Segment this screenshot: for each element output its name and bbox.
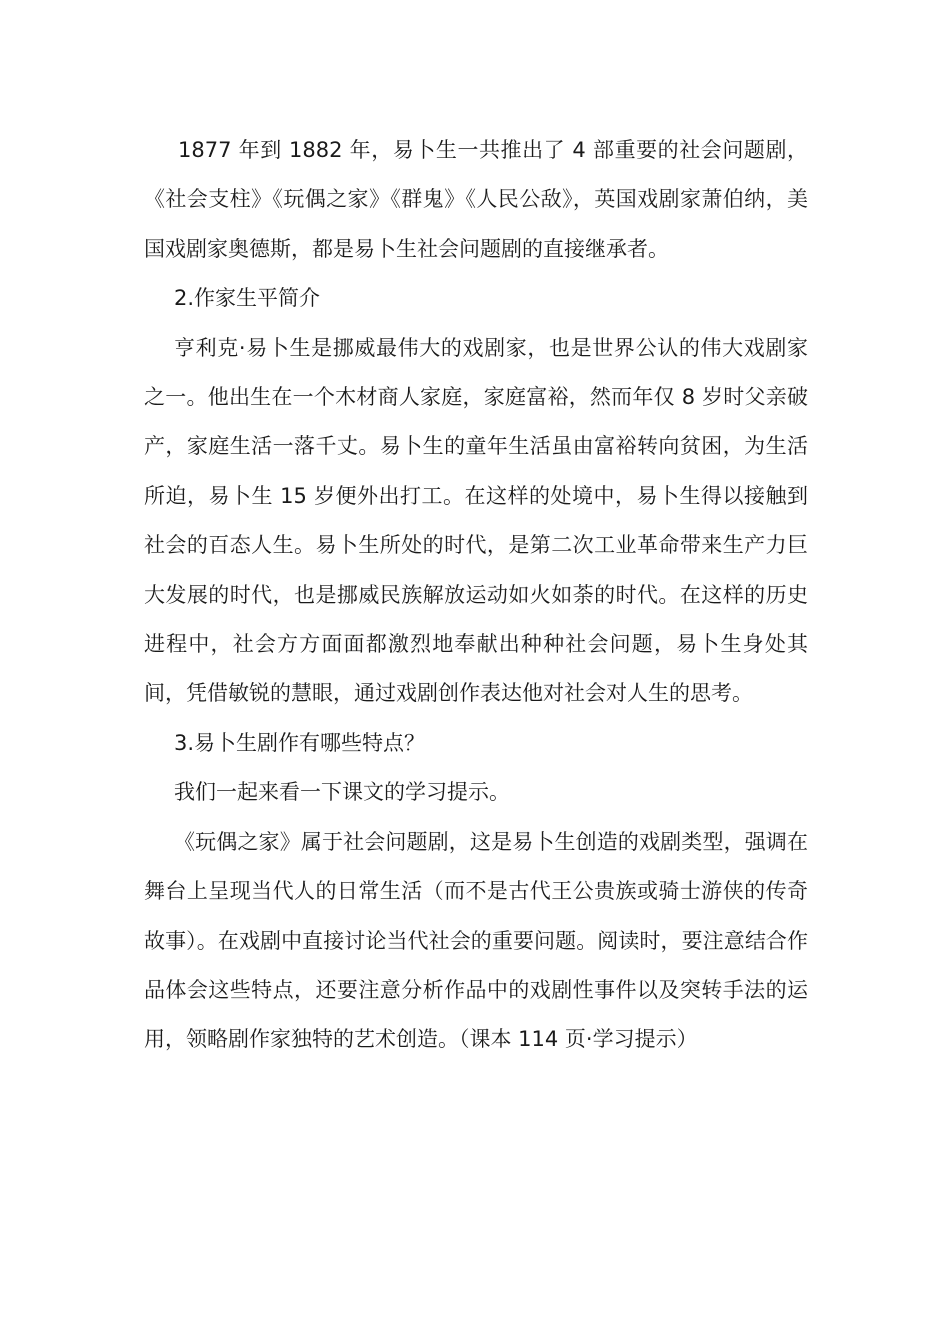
paragraph-study-tips-intro: 我们一起来看一下课文的学习提示。 bbox=[174, 780, 510, 805]
paragraph-study-tips: 《玩偶之家》属于社会问题剧，这是易卜生创造的戏剧类型，强调在舞台上呈现当代人的日常生活（而不是古代王公贵族或骑士游侠的传奇故事）。在戏剧中直接讨论当代社会的重要问题。阅读时，要注意结合作品体会这些特点，还要注意分析作品中的戏剧性事件以及突转手法的运用，领略剧作家独特的艺术创造。（课本 114 页·学习提示） bbox=[144, 829, 808, 1052]
paragraph-author-biography: 亨利克·易卜生是挪威最伟大的戏剧家，也是世界公认的伟大戏剧家之一。他出生在一个木材商人家庭，家庭富裕，然而年仅 8 岁时父亲破产，家庭生活一落千丈。易卜生的童年生活虽由富裕转向贫困，为生活所迫，易卜生 15 岁便外出打工。在这样的处境中，易卜生得以接触到社会的百态人生。易卜生所处的时代，是第二次工业革命带来生产力巨大发展的时代，也是挪威民族解放运动如火如荼的时代。在这样的历史进程中，社会方方面面都激烈地奉献出种种社会问题，易卜生身处其间，凭借敏锐的慧眼，通过戏剧创作表达他对社会对人生的思考。 bbox=[144, 335, 808, 706]
paragraph-ibsen-problem-plays: 1877 年到 1882 年，易卜生一共推出了 4 部重要的社会问题剧，《社会支柱》《玩偶之家》《群鬼》《人民公敌》，英国戏剧家萧伯纳，美国戏剧家奥德斯，都是易卜生社会问题剧的直接继承者。 bbox=[144, 138, 808, 261]
document-body bbox=[144, 126, 808, 1065]
heading-author-biography: 2.作家生平简介 bbox=[174, 286, 321, 311]
heading-ibsen-features: 3.易卜生剧作有哪些特点？ bbox=[174, 730, 426, 755]
